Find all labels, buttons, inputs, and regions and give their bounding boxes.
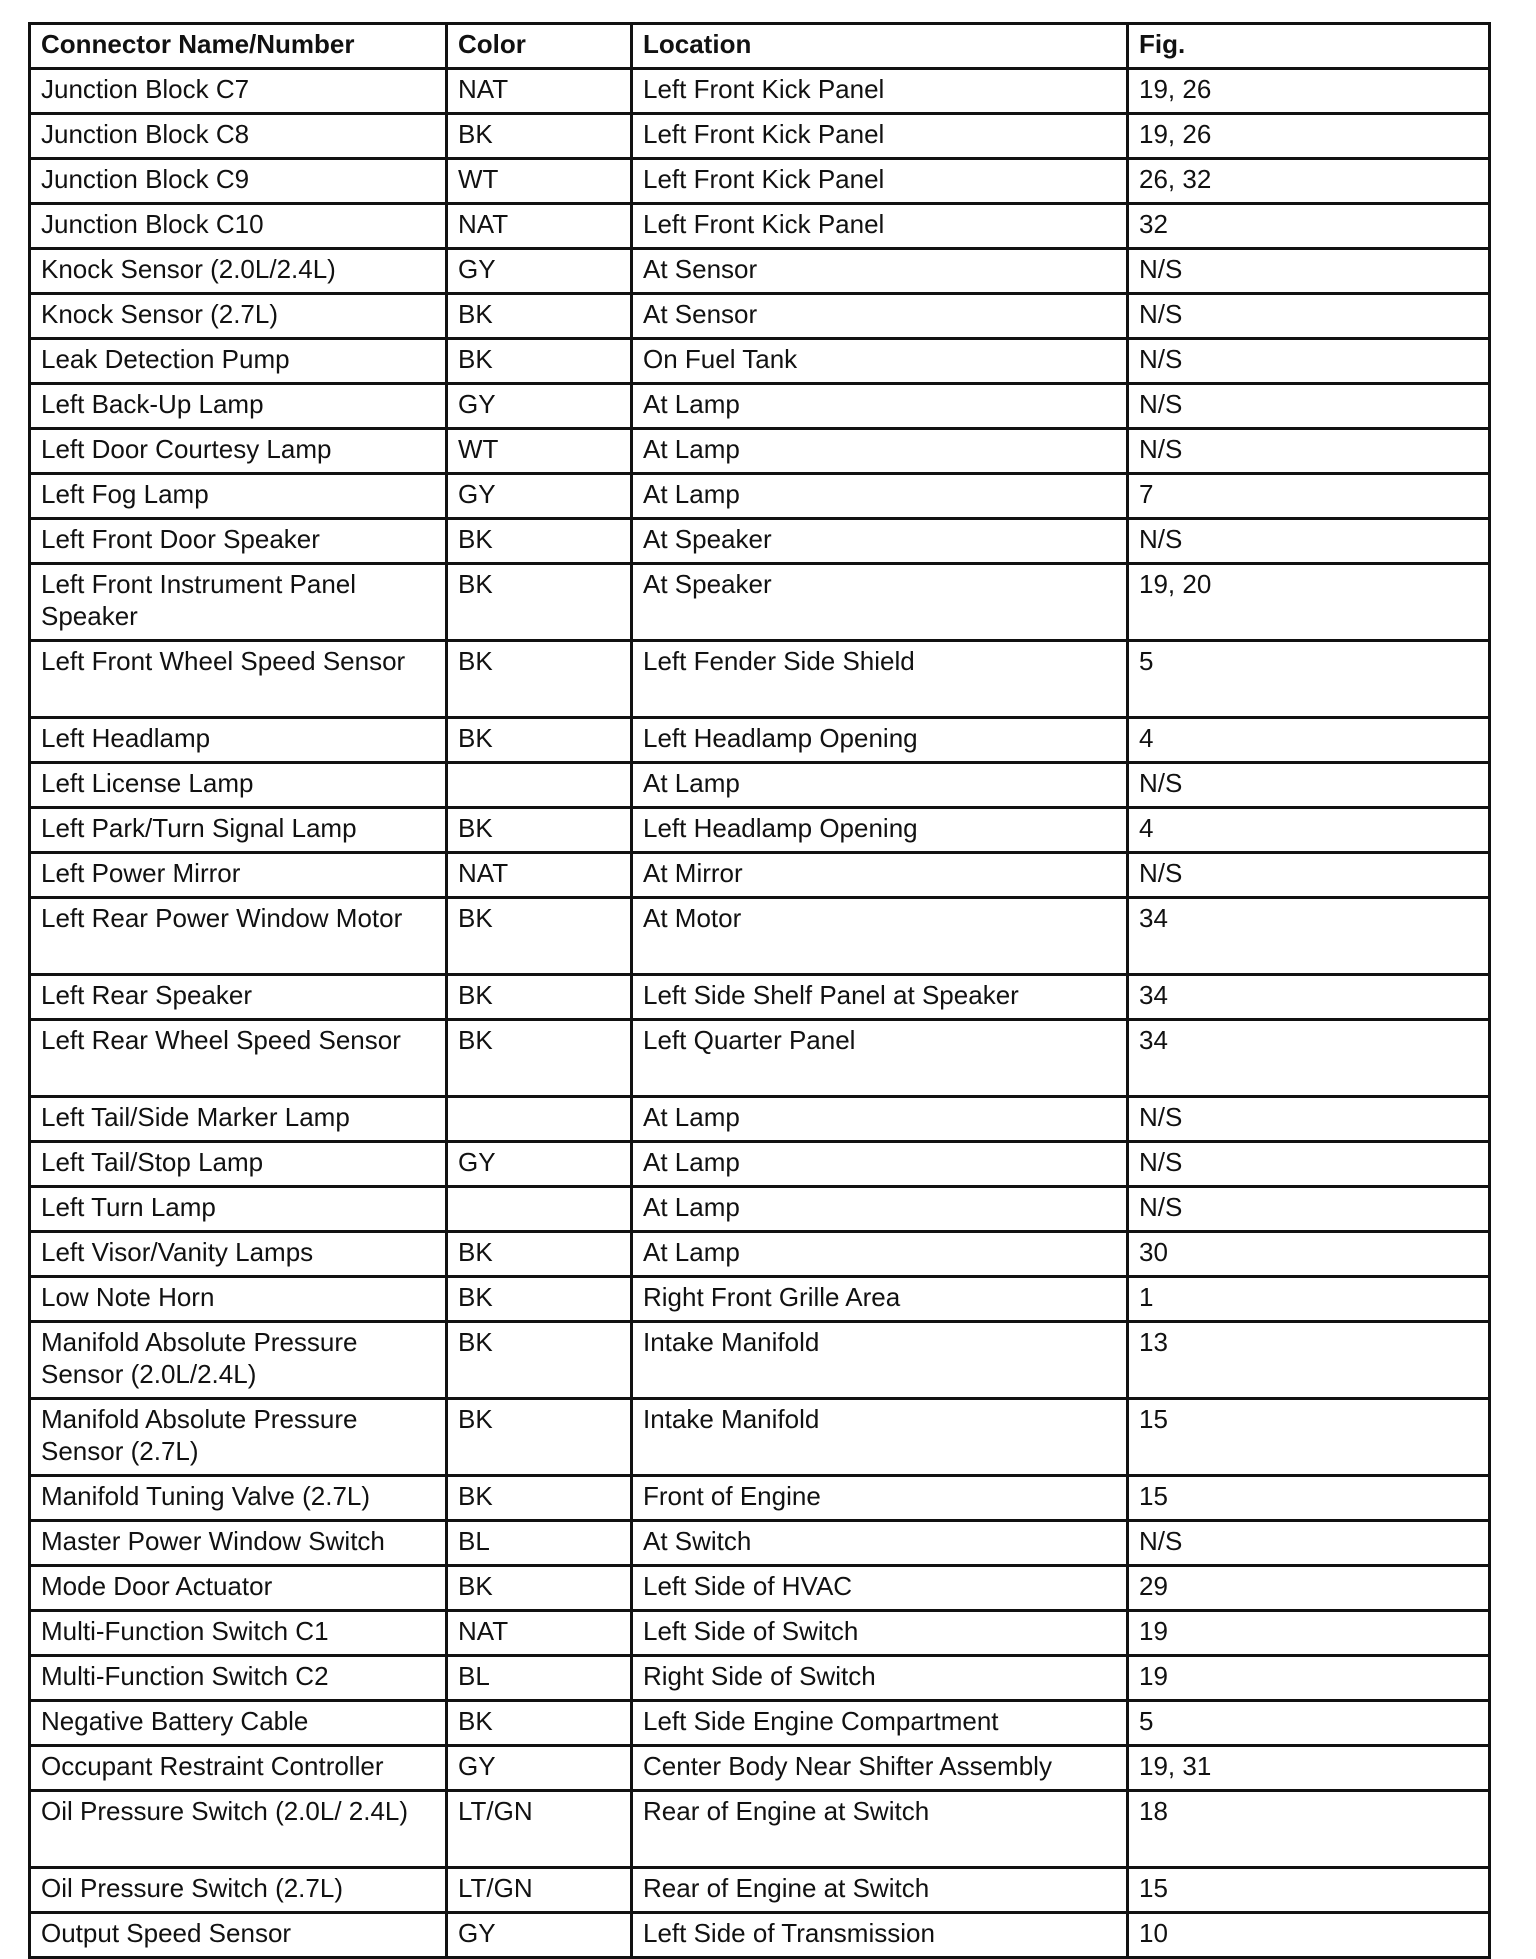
cell-color: LT/GN bbox=[447, 1791, 632, 1868]
cell-location: At Speaker bbox=[632, 519, 1128, 564]
cell-connector-name: Left Back-Up Lamp bbox=[30, 384, 447, 429]
cell-connector-name: Left Front Instrument Panel Speaker bbox=[30, 564, 447, 641]
cell-color: BK bbox=[447, 1277, 632, 1322]
cell-fig: 15 bbox=[1128, 1476, 1490, 1521]
cell-fig: N/S bbox=[1128, 1097, 1490, 1142]
table-row bbox=[30, 1322, 1490, 1399]
table-row bbox=[30, 1521, 1490, 1566]
cell-connector-name: Left Rear Power Window Motor bbox=[30, 898, 447, 975]
table-row bbox=[30, 69, 1490, 114]
table-row bbox=[30, 1232, 1490, 1277]
cell-location: Right Side of Switch bbox=[632, 1656, 1128, 1701]
cell-connector-name: Negative Battery Cable bbox=[30, 1701, 447, 1746]
cell-location: At Lamp bbox=[632, 763, 1128, 808]
cell-color: BK bbox=[447, 114, 632, 159]
cell-connector-name: Junction Block C10 bbox=[30, 204, 447, 249]
cell-location: Right Front Grille Area bbox=[632, 1277, 1128, 1322]
cell-color: NAT bbox=[447, 69, 632, 114]
table-row bbox=[30, 898, 1490, 975]
cell-connector-name: Left Fog Lamp bbox=[30, 474, 447, 519]
cell-location: At Lamp bbox=[632, 474, 1128, 519]
cell-connector-name: Low Note Horn bbox=[30, 1277, 447, 1322]
cell-connector-name: Left Door Courtesy Lamp bbox=[30, 429, 447, 474]
cell-color: GY bbox=[447, 1746, 632, 1791]
cell-fig: 5 bbox=[1128, 1701, 1490, 1746]
cell-connector-name: Oil Pressure Switch (2.0L/ 2.4L) bbox=[30, 1791, 447, 1868]
cell-color: NAT bbox=[447, 204, 632, 249]
cell-fig: 19, 26 bbox=[1128, 114, 1490, 159]
cell-connector-name: Left Rear Wheel Speed Sensor bbox=[30, 1020, 447, 1097]
table-row bbox=[30, 1187, 1490, 1232]
cell-fig: N/S bbox=[1128, 1521, 1490, 1566]
cell-connector-name: Multi-Function Switch C1 bbox=[30, 1611, 447, 1656]
cell-location: Rear of Engine at Switch bbox=[632, 1791, 1128, 1868]
cell-location: On Fuel Tank bbox=[632, 339, 1128, 384]
table-row bbox=[30, 114, 1490, 159]
cell-location: Left Side of HVAC bbox=[632, 1566, 1128, 1611]
table-row bbox=[30, 975, 1490, 1020]
cell-connector-name: Junction Block C8 bbox=[30, 114, 447, 159]
cell-fig: 19, 26 bbox=[1128, 69, 1490, 114]
header-color: Color bbox=[447, 24, 632, 69]
cell-connector-name: Left Rear Speaker bbox=[30, 975, 447, 1020]
cell-connector-name: Left Front Door Speaker bbox=[30, 519, 447, 564]
cell-fig: 19, 31 bbox=[1128, 1746, 1490, 1791]
cell-fig: 19 bbox=[1128, 1611, 1490, 1656]
table-row bbox=[30, 1656, 1490, 1701]
cell-color: BK bbox=[447, 1476, 632, 1521]
cell-connector-name: Manifold Tuning Valve (2.7L) bbox=[30, 1476, 447, 1521]
cell-connector-name: Leak Detection Pump bbox=[30, 339, 447, 384]
cell-fig: 1 bbox=[1128, 1277, 1490, 1322]
cell-fig: 15 bbox=[1128, 1868, 1490, 1913]
connector-table bbox=[28, 22, 1491, 1959]
cell-connector-name: Master Power Window Switch bbox=[30, 1521, 447, 1566]
cell-color: GY bbox=[447, 249, 632, 294]
cell-color: GY bbox=[447, 1913, 632, 1958]
cell-fig: N/S bbox=[1128, 294, 1490, 339]
cell-fig: 19, 20 bbox=[1128, 564, 1490, 641]
cell-color bbox=[447, 1097, 632, 1142]
cell-connector-name: Left Tail/Side Marker Lamp bbox=[30, 1097, 447, 1142]
cell-location: Left Headlamp Opening bbox=[632, 718, 1128, 763]
header-connector-name: Connector Name/Number bbox=[30, 24, 447, 69]
cell-fig: N/S bbox=[1128, 339, 1490, 384]
cell-connector-name: Output Speed Sensor bbox=[30, 1913, 447, 1958]
cell-location: At Lamp bbox=[632, 1187, 1128, 1232]
cell-location: Rear of Engine at Switch bbox=[632, 1868, 1128, 1913]
cell-location: Left Side Engine Compartment bbox=[632, 1701, 1128, 1746]
cell-connector-name: Left Visor/Vanity Lamps bbox=[30, 1232, 447, 1277]
connector-table-page bbox=[28, 22, 1488, 1959]
cell-location: Left Side of Transmission bbox=[632, 1913, 1128, 1958]
header-fig: Fig. bbox=[1128, 24, 1490, 69]
cell-color bbox=[447, 763, 632, 808]
cell-fig: 5 bbox=[1128, 641, 1490, 718]
table-row bbox=[30, 853, 1490, 898]
table-row bbox=[30, 1611, 1490, 1656]
cell-connector-name: Left Park/Turn Signal Lamp bbox=[30, 808, 447, 853]
table-header-row bbox=[30, 24, 1490, 69]
cell-location: At Lamp bbox=[632, 429, 1128, 474]
cell-fig: 34 bbox=[1128, 975, 1490, 1020]
cell-color bbox=[447, 1187, 632, 1232]
cell-color: BK bbox=[447, 1322, 632, 1399]
table-row bbox=[30, 294, 1490, 339]
table-row bbox=[30, 384, 1490, 429]
cell-color: GY bbox=[447, 1142, 632, 1187]
cell-location: Center Body Near Shifter Assembly bbox=[632, 1746, 1128, 1791]
cell-connector-name: Left Tail/Stop Lamp bbox=[30, 1142, 447, 1187]
cell-location: At Lamp bbox=[632, 1097, 1128, 1142]
cell-fig: 30 bbox=[1128, 1232, 1490, 1277]
table-row bbox=[30, 1913, 1490, 1958]
cell-fig: 4 bbox=[1128, 808, 1490, 853]
cell-connector-name: Knock Sensor (2.0L/2.4L) bbox=[30, 249, 447, 294]
table-row bbox=[30, 1868, 1490, 1913]
cell-fig: 34 bbox=[1128, 1020, 1490, 1097]
header-location: Location bbox=[632, 24, 1128, 69]
table-row bbox=[30, 1142, 1490, 1187]
cell-connector-name: Oil Pressure Switch (2.7L) bbox=[30, 1868, 447, 1913]
table-row bbox=[30, 1701, 1490, 1746]
cell-connector-name: Junction Block C9 bbox=[30, 159, 447, 204]
cell-fig: N/S bbox=[1128, 249, 1490, 294]
cell-location: At Lamp bbox=[632, 1142, 1128, 1187]
table-row bbox=[30, 641, 1490, 718]
table-row bbox=[30, 519, 1490, 564]
cell-location: Left Side of Switch bbox=[632, 1611, 1128, 1656]
cell-location: Left Front Kick Panel bbox=[632, 69, 1128, 114]
cell-fig: 18 bbox=[1128, 1791, 1490, 1868]
cell-connector-name: Knock Sensor (2.7L) bbox=[30, 294, 447, 339]
cell-connector-name: Multi-Function Switch C2 bbox=[30, 1656, 447, 1701]
cell-location: Left Fender Side Shield bbox=[632, 641, 1128, 718]
cell-connector-name: Manifold Absolute Pressure Sensor (2.7L) bbox=[30, 1399, 447, 1476]
cell-color: BK bbox=[447, 564, 632, 641]
cell-location: Intake Manifold bbox=[632, 1322, 1128, 1399]
cell-fig: N/S bbox=[1128, 853, 1490, 898]
cell-location: At Sensor bbox=[632, 294, 1128, 339]
table-row bbox=[30, 1020, 1490, 1097]
cell-color: BK bbox=[447, 519, 632, 564]
cell-location: Intake Manifold bbox=[632, 1399, 1128, 1476]
cell-fig: 32 bbox=[1128, 204, 1490, 249]
cell-location: At Lamp bbox=[632, 384, 1128, 429]
cell-location: Left Front Kick Panel bbox=[632, 159, 1128, 204]
table-row bbox=[30, 1277, 1490, 1322]
cell-fig: 10 bbox=[1128, 1913, 1490, 1958]
cell-fig: 7 bbox=[1128, 474, 1490, 519]
cell-connector-name: Manifold Absolute Pressure Sensor (2.0L/2.4L) bbox=[30, 1322, 447, 1399]
cell-connector-name: Occupant Restraint Controller bbox=[30, 1746, 447, 1791]
cell-fig: 34 bbox=[1128, 898, 1490, 975]
cell-color: BL bbox=[447, 1656, 632, 1701]
cell-color: GY bbox=[447, 384, 632, 429]
cell-fig: 19 bbox=[1128, 1656, 1490, 1701]
cell-fig: N/S bbox=[1128, 429, 1490, 474]
cell-location: Left Headlamp Opening bbox=[632, 808, 1128, 853]
cell-location: Front of Engine bbox=[632, 1476, 1128, 1521]
cell-fig: N/S bbox=[1128, 384, 1490, 429]
table-row bbox=[30, 1476, 1490, 1521]
table-row bbox=[30, 1746, 1490, 1791]
cell-fig: 15 bbox=[1128, 1399, 1490, 1476]
cell-connector-name: Left Front Wheel Speed Sensor bbox=[30, 641, 447, 718]
cell-location: At Switch bbox=[632, 1521, 1128, 1566]
cell-location: Left Front Kick Panel bbox=[632, 204, 1128, 249]
cell-color: WT bbox=[447, 429, 632, 474]
table-row bbox=[30, 1791, 1490, 1868]
table-row bbox=[30, 429, 1490, 474]
cell-location: Left Quarter Panel bbox=[632, 1020, 1128, 1097]
cell-connector-name: Junction Block C7 bbox=[30, 69, 447, 114]
cell-fig: 4 bbox=[1128, 718, 1490, 763]
cell-connector-name: Left License Lamp bbox=[30, 763, 447, 808]
cell-connector-name: Left Headlamp bbox=[30, 718, 447, 763]
cell-color: BK bbox=[447, 294, 632, 339]
table-row bbox=[30, 1566, 1490, 1611]
cell-color: BK bbox=[447, 339, 632, 384]
cell-color: BK bbox=[447, 898, 632, 975]
cell-location: Left Front Kick Panel bbox=[632, 114, 1128, 159]
cell-color: WT bbox=[447, 159, 632, 204]
table-row bbox=[30, 159, 1490, 204]
cell-location: At Motor bbox=[632, 898, 1128, 975]
cell-color: NAT bbox=[447, 1611, 632, 1656]
cell-connector-name: Left Turn Lamp bbox=[30, 1187, 447, 1232]
cell-fig: N/S bbox=[1128, 1187, 1490, 1232]
cell-fig: N/S bbox=[1128, 519, 1490, 564]
cell-color: GY bbox=[447, 474, 632, 519]
cell-color: BK bbox=[447, 1232, 632, 1277]
cell-color: LT/GN bbox=[447, 1868, 632, 1913]
cell-fig: N/S bbox=[1128, 1142, 1490, 1187]
cell-fig: 29 bbox=[1128, 1566, 1490, 1611]
cell-color: BK bbox=[447, 808, 632, 853]
cell-connector-name: Left Power Mirror bbox=[30, 853, 447, 898]
cell-color: BK bbox=[447, 1020, 632, 1097]
cell-color: BK bbox=[447, 641, 632, 718]
cell-color: BK bbox=[447, 1566, 632, 1611]
table-row bbox=[30, 1097, 1490, 1142]
cell-color: NAT bbox=[447, 853, 632, 898]
cell-connector-name: Mode Door Actuator bbox=[30, 1566, 447, 1611]
table-row bbox=[30, 564, 1490, 641]
cell-location: At Speaker bbox=[632, 564, 1128, 641]
table-row bbox=[30, 1399, 1490, 1476]
cell-location: Left Side Shelf Panel at Speaker bbox=[632, 975, 1128, 1020]
cell-color: BK bbox=[447, 1399, 632, 1476]
cell-fig: 26, 32 bbox=[1128, 159, 1490, 204]
table-row bbox=[30, 718, 1490, 763]
cell-color: BL bbox=[447, 1521, 632, 1566]
table-row bbox=[30, 249, 1490, 294]
cell-location: At Sensor bbox=[632, 249, 1128, 294]
cell-color: BK bbox=[447, 1701, 632, 1746]
cell-location: At Mirror bbox=[632, 853, 1128, 898]
cell-location: At Lamp bbox=[632, 1232, 1128, 1277]
cell-color: BK bbox=[447, 718, 632, 763]
table-row bbox=[30, 339, 1490, 384]
table-row bbox=[30, 808, 1490, 853]
cell-fig: N/S bbox=[1128, 763, 1490, 808]
cell-fig: 13 bbox=[1128, 1322, 1490, 1399]
cell-color: BK bbox=[447, 975, 632, 1020]
table-row bbox=[30, 204, 1490, 249]
table-row bbox=[30, 474, 1490, 519]
table-row bbox=[30, 763, 1490, 808]
